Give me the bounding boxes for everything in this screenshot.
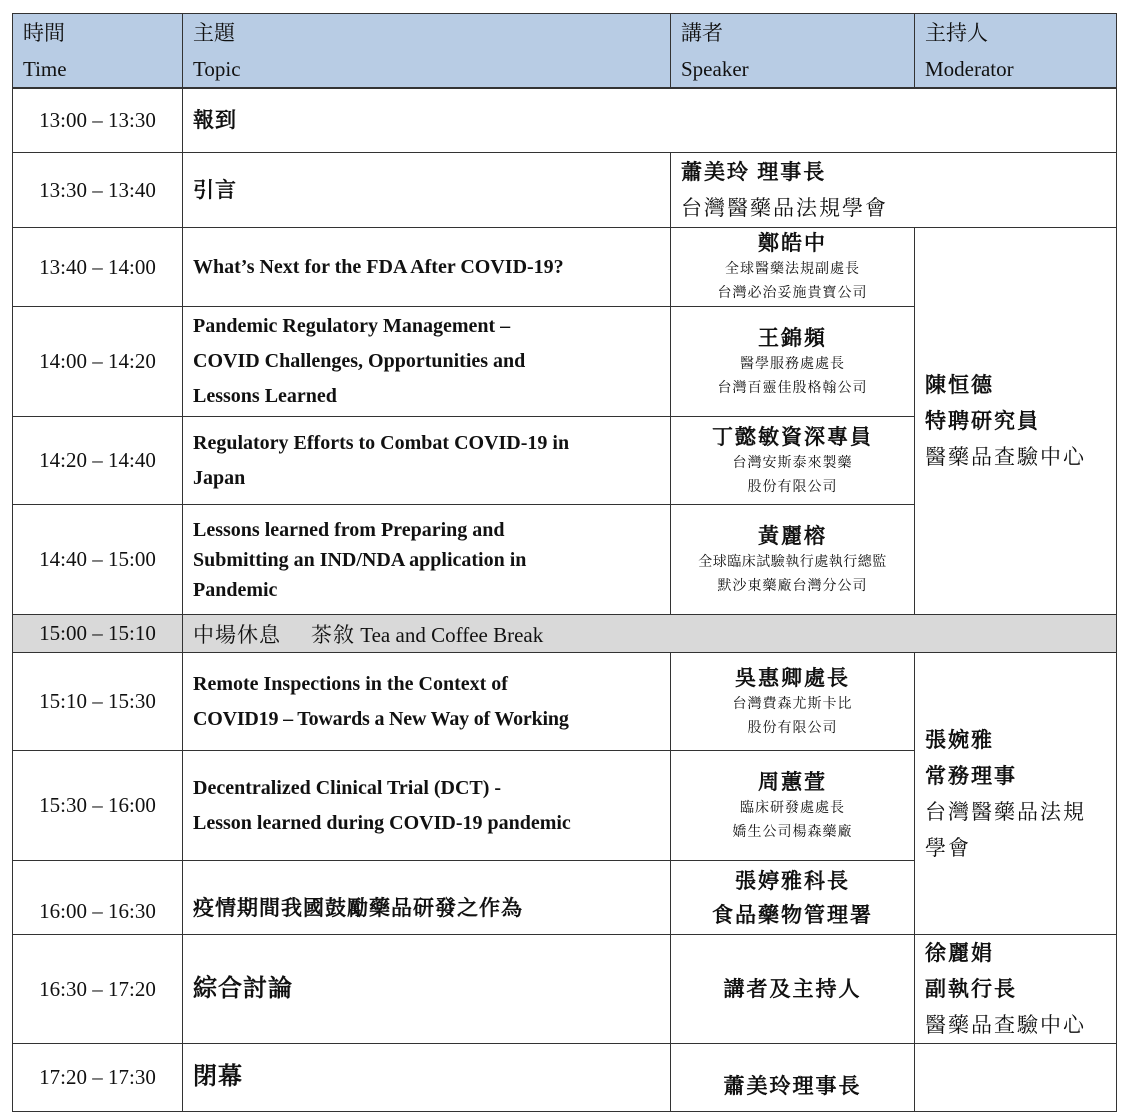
moderator-cell-empty xyxy=(915,1044,1117,1112)
table-row xyxy=(13,935,1117,1044)
moderator-org: 醫藥品查驗中心 xyxy=(925,445,1086,469)
row-time: 13:30 – 13:40 xyxy=(13,153,183,228)
row-speaker xyxy=(671,505,915,615)
table-row xyxy=(13,1044,1117,1112)
row-topic: 報到 xyxy=(183,89,1117,153)
moderator-name: 陳恒德 xyxy=(925,373,994,397)
row-time: 15:30 – 16:00 xyxy=(13,751,183,861)
row-speaker xyxy=(671,861,915,935)
speaker-org: 台灣安斯泰來製藥 xyxy=(732,455,853,471)
moderator-name: 徐麗娟 xyxy=(925,941,994,965)
header-time xyxy=(13,14,183,88)
moderator-cell-2 xyxy=(915,653,1117,935)
row-speaker xyxy=(671,417,915,505)
row-time: 16:00 – 16:30 xyxy=(13,861,183,935)
moderator-title: 副執行長 xyxy=(925,977,1017,1001)
speaker-org: 食品藥物管理署 xyxy=(712,902,873,927)
row-speaker xyxy=(671,228,915,307)
row-speaker xyxy=(671,307,915,417)
table-row xyxy=(13,228,1117,307)
row-time: 13:00 – 13:30 xyxy=(13,89,183,153)
row-time: 17:20 – 17:30 xyxy=(13,1044,183,1112)
topic-line: COVID Challenges, Opportunities and xyxy=(193,350,526,372)
speaker-org: 台灣醫藥品法規學會 xyxy=(681,196,888,220)
header-moderator xyxy=(915,14,1117,88)
header-moderator-zh: 主持人 xyxy=(925,21,988,45)
row-topic xyxy=(183,505,671,615)
topic-line: COVID19 – Towards a New Way of Working xyxy=(193,707,569,730)
row-time: 15:10 – 15:30 xyxy=(13,653,183,751)
speaker-name: 吳惠卿處長 xyxy=(735,665,850,690)
speaker-title: 醫學服務處處長 xyxy=(740,356,845,372)
header-time-zh: 時間 xyxy=(23,21,65,45)
moderator-org: 台灣醫藥品法規 xyxy=(925,799,1086,824)
speaker-name: 王錦頻 xyxy=(758,325,827,350)
speaker-name: 鄭皓中 xyxy=(758,231,827,255)
row-speaker xyxy=(671,653,915,751)
break-zh-2: 茶敘 xyxy=(311,622,355,647)
topic-line: Lessons learned from Preparing and xyxy=(193,518,505,541)
header-topic-zh: 主題 xyxy=(193,21,235,45)
speaker-title: 全球臨床試驗執行處執行總監 xyxy=(698,554,887,570)
break-row xyxy=(13,615,1117,653)
moderator-title: 特聘研究員 xyxy=(925,409,1040,433)
header-speaker-zh: 講者 xyxy=(681,21,723,45)
row-speaker xyxy=(671,1044,915,1112)
row-time: 14:40 – 15:00 xyxy=(13,505,183,615)
speaker-title: 臨床研發處處長 xyxy=(740,800,845,816)
speaker-name: 黃麗榕 xyxy=(758,523,827,548)
row-topic xyxy=(183,417,671,505)
row-speaker xyxy=(671,935,915,1044)
moderator-org-2: 學會 xyxy=(925,835,971,860)
topic-line: Lesson learned during COVID-19 pandemic xyxy=(193,811,571,834)
row-topic: 疫情期間我國鼓勵藥品研發之作為 xyxy=(183,861,671,935)
topic-line: Japan xyxy=(193,466,246,489)
topic-line: Lessons Learned xyxy=(193,385,337,407)
table-row xyxy=(13,153,1117,228)
topic-line: Regulatory Efforts to Combat COVID-19 in xyxy=(193,431,570,454)
row-speaker xyxy=(671,153,1117,228)
header-moderator-en: Moderator xyxy=(925,57,1014,81)
row-topic: 綜合討論 xyxy=(183,935,671,1044)
moderator-cell-3 xyxy=(915,935,1117,1044)
header-speaker-en: Speaker xyxy=(681,57,749,81)
moderator-org: 醫藥品查驗中心 xyxy=(925,1013,1086,1037)
row-time: 13:40 – 14:00 xyxy=(13,228,183,307)
moderator-cell-1 xyxy=(915,228,1117,615)
break-en: Tea and Coffee Break xyxy=(360,622,544,647)
speaker-name: 講者及主持人 xyxy=(723,977,862,1001)
speaker-org: 台灣必治妥施貴寶公司 xyxy=(717,286,868,301)
topic-line: Remote Inspections in the Context of xyxy=(193,672,508,695)
break-zh: 中場休息 xyxy=(193,622,281,647)
header-speaker xyxy=(671,14,915,88)
header-topic-en: Topic xyxy=(193,57,241,81)
row-time: 15:00 – 15:10 xyxy=(13,615,183,653)
row-time: 14:20 – 14:40 xyxy=(13,417,183,505)
row-topic xyxy=(183,653,671,751)
row-topic: 閉幕 xyxy=(183,1044,671,1112)
speaker-org: 嬌生公司楊森藥廠 xyxy=(732,824,853,840)
row-time: 14:00 – 14:20 xyxy=(13,307,183,417)
speaker-name: 張婷雅科長 xyxy=(735,868,850,893)
header-time-en: Time xyxy=(23,57,67,81)
speaker-name: 蕭美玲 理事長 xyxy=(681,160,827,184)
topic-line: Decentralized Clinical Trial (DCT) - xyxy=(193,776,502,799)
speaker-name: 丁懿敏資深專員 xyxy=(712,424,873,449)
row-topic xyxy=(183,751,671,861)
moderator-name: 張婉雅 xyxy=(925,727,994,752)
speaker-name: 蕭美玲理事長 xyxy=(723,1074,862,1098)
moderator-title: 常務理事 xyxy=(925,763,1017,788)
break-label xyxy=(183,615,1117,653)
speaker-title: 全球醫藥法規副處長 xyxy=(725,262,860,277)
speaker-org: 台灣費森尤斯卡比 xyxy=(732,696,853,712)
speaker-org-2: 股份有限公司 xyxy=(747,479,838,495)
header-topic xyxy=(183,14,671,88)
speaker-org: 默沙東藥廠台灣分公司 xyxy=(717,578,868,594)
header-row xyxy=(13,14,1117,88)
speaker-name: 周蕙萱 xyxy=(758,769,827,794)
agenda-table xyxy=(12,13,1117,1112)
topic-line: Pandemic Regulatory Management – xyxy=(193,315,511,337)
topic-line: Submitting an IND/NDA application in xyxy=(193,548,527,571)
row-speaker xyxy=(671,751,915,861)
table-row xyxy=(13,89,1117,153)
row-topic: What’s Next for the FDA After COVID-19? xyxy=(183,228,671,307)
row-time: 16:30 – 17:20 xyxy=(13,935,183,1044)
row-topic xyxy=(183,307,671,417)
topic-line: Pandemic xyxy=(193,578,278,601)
speaker-org-2: 股份有限公司 xyxy=(747,720,838,736)
row-topic: 引言 xyxy=(183,153,671,228)
table-row xyxy=(13,653,1117,751)
speaker-org: 台灣百靈佳殷格翰公司 xyxy=(717,380,868,396)
